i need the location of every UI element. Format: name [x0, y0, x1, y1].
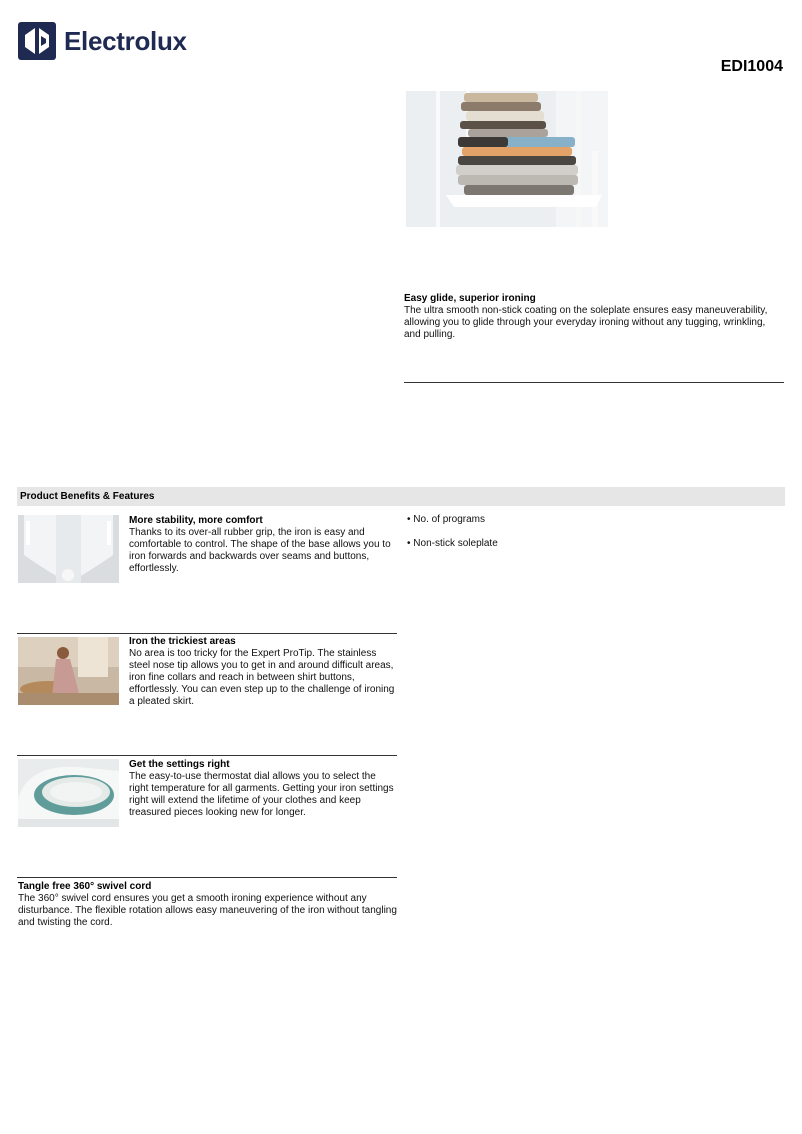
- divider: [17, 877, 397, 878]
- intro-body: The ultra smooth non-stick coating on the soleplate ensures easy maneuverability, allowing you to glide through your everyday ironing without any tugging, wrinkling, and pulling.: [404, 305, 768, 340]
- feature-protip: [129, 636, 396, 708]
- brand-logo: [18, 21, 187, 61]
- model-number: EDI1004: [720, 58, 783, 75]
- iron-base-image: [18, 515, 119, 583]
- feature-swivel-cord: [18, 881, 398, 929]
- spec-item: • No. of programs: [407, 514, 485, 525]
- feature-body: The 360° swivel cord ensures you get a smooth ironing experience without any disturbance. The flexible rotation allows easy maneuvering of the iron without tangling and twisting the cord.: [18, 893, 397, 928]
- feature-stability: [129, 515, 396, 575]
- brand-name: Electrolux: [64, 26, 187, 56]
- feature-title: Tangle free 360° swivel cord: [18, 881, 152, 892]
- divider: [17, 755, 397, 756]
- thermostat-dial-image: [18, 759, 119, 827]
- feature-title: Iron the trickiest areas: [129, 636, 236, 647]
- feature-title: More stability, more comfort: [129, 515, 263, 526]
- woman-ironing-image: [18, 637, 119, 705]
- intro-title: Easy glide, superior ironing: [404, 293, 536, 304]
- electrolux-logo-icon: [18, 22, 56, 60]
- section-title: Product Benefits & Features: [20, 491, 155, 502]
- spec-item: • Non-stick soleplate: [407, 538, 498, 549]
- feature-settings: [129, 759, 396, 819]
- feature-body: Thanks to its over-all rubber grip, the iron is easy and comfortable to control. The shape of the base allows you to iron forwards and backwards over seams and buttons, effortlessly.: [129, 527, 391, 574]
- divider: [17, 633, 397, 634]
- folded-clothes-image: [406, 91, 608, 227]
- feature-title: Get the settings right: [129, 759, 230, 770]
- divider: [404, 382, 784, 383]
- feature-body: No area is too tricky for the Expert ProTip. The stainless steel nose tip allows you to get in and around difficult areas, iron fine collars and reach in between shirt buttons, effortlessly. You can even step up to the challenge of ironing a pleated skirt.: [129, 648, 395, 707]
- feature-body: The easy-to-use thermostat dial allows you to select the right temperature for all garments. Getting your iron settings right will extend the lifetime of your clothes and keep treasured pieces looking new for longer.: [129, 771, 394, 818]
- intro-feature: [404, 293, 779, 341]
